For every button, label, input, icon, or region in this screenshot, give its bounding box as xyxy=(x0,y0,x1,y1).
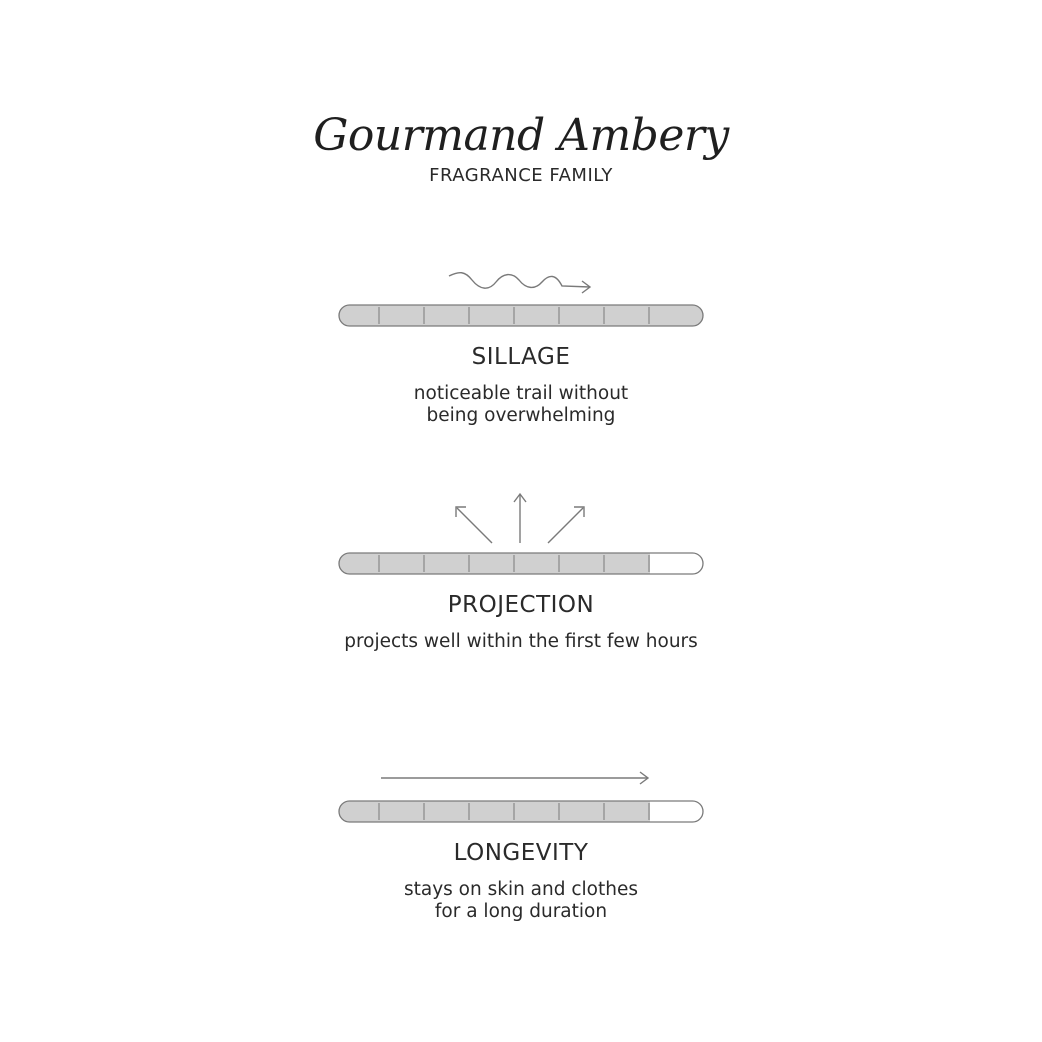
sillage-label: SILLAGE xyxy=(471,344,571,370)
fragrance-family-subtitle: FRAGRANCE FAMILY xyxy=(429,165,613,186)
longevity-label: LONGEVITY xyxy=(453,840,589,866)
projection-description-line: projects well within the first few hours xyxy=(344,631,698,652)
radiating-arrows-icon xyxy=(450,490,590,550)
fragrance-family-title: Gourmand Ambery xyxy=(313,110,729,161)
bar-fill xyxy=(339,801,650,822)
projection-label: PROJECTION xyxy=(447,592,595,618)
sillage-description-line: being overwhelming xyxy=(426,405,616,426)
sillage-description xyxy=(0,383,1042,427)
projection-rating-bar xyxy=(338,552,704,576)
sillage-description-line: noticeable trail without xyxy=(413,383,629,404)
projection-description xyxy=(0,631,1042,653)
long-arrow-icon xyxy=(380,768,652,788)
bar-fill xyxy=(339,305,703,326)
bar-fill xyxy=(339,553,650,574)
wavy-arrow-icon xyxy=(446,268,596,298)
sillage-rating-bar xyxy=(338,304,704,328)
longevity-description-line: stays on skin and clothes xyxy=(403,879,639,900)
longevity-description-line: for a long duration xyxy=(434,901,608,922)
longevity-rating-bar xyxy=(338,800,704,824)
longevity-description xyxy=(0,879,1042,923)
